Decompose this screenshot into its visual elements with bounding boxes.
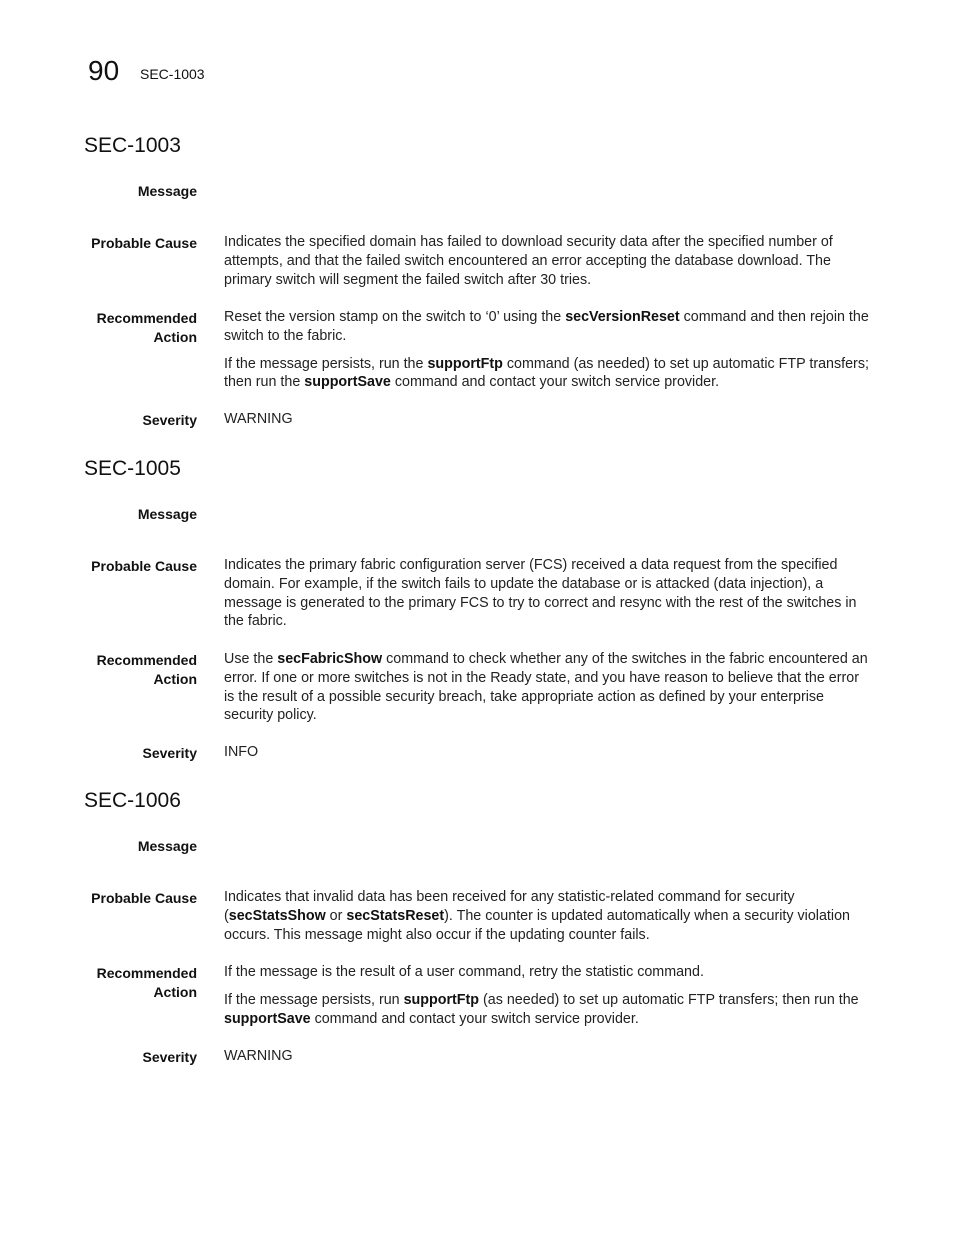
action-paragraph: Reset the version stamp on the switch to ‘0’ using the secVersionReset command and then rejoin the switch to the fabric. [224,309,869,344]
command-name: secFabricShow [277,651,383,667]
message-label: Message [137,183,197,199]
action-paragraph: If the message persists, run the supportFtp command (as needed) to set up automatic FTP transfers; then run the supportSave command and contact your switch service provider. [224,355,869,391]
command-name: secVersionReset [565,309,680,325]
section-title: SEC-1006 [84,789,181,812]
page-number: 90 [88,55,120,86]
recommended-action-label: Recommended Action [96,310,197,345]
probable-cause-label: Probable Cause [91,890,197,906]
command-name: secStatsShow [228,907,326,924]
probable-cause-label: Probable Cause [91,558,197,574]
severity-label: Severity [142,745,197,761]
message-label: Message [137,838,197,854]
probable-cause-text: Indicates that invalid data has been received for any statistic-related command for security (secStatsShow or secStatsReset). The counter is updated automatically when a security violation occurs. This message might also occur if the updating counter fails. [224,889,850,943]
command-name: supportFtp [403,991,480,1008]
recommended-action-text [224,650,869,734]
probable-cause-label: Probable Cause [91,235,197,251]
running-title: SEC-1003 [140,66,205,82]
command-name: secStatsReset [346,907,445,924]
severity-label: Severity [142,412,197,428]
command-name: supportFtp [427,355,503,372]
severity-value: WARNING [224,1048,293,1064]
command-name: supportSave [224,1010,311,1027]
severity-label: Severity [142,1049,197,1065]
recommended-action-label: Recommended Action [96,652,197,687]
action-paragraph: Use the secFabricShow command to check whether any of the switches in the fabric encountered an error. If one or more switches is not in the Ready state, and you have reason to believe that the error is the result of a possible security breach, take appropriate action as defined by your enterprise security policy. [224,651,868,724]
recommended-action-label: Recommended Action [96,965,197,1000]
recommended-action-text [224,308,869,401]
severity-value: WARNING [224,411,293,427]
command-name: supportSave [304,374,391,391]
section-title: SEC-1003 [84,134,181,157]
recommended-action-text [224,963,869,1037]
message-label: Message [137,506,197,522]
severity-value: INFO [224,744,259,760]
probable-cause-text: Indicates the specified domain has failed to download security data after the specified number of attempts, and that the failed switch encountered an error accepting the database download. The primary switch will segment the failed switch after 30 tries. [224,234,833,288]
section-title: SEC-1005 [84,457,181,480]
action-paragraph: If the message is the result of a user command, retry the statistic command. [224,964,704,980]
probable-cause-text: Indicates the primary fabric configuration server (FCS) received a data request from the specified domain. For example, if the switch fails to update the database or is attacked (data injection), a message is generated to the primary FCS to try to correct and resync with the rest of the switches in the fabric. [224,557,857,630]
action-paragraph: If the message persists, run supportFtp (as needed) to set up automatic FTP transfers; then run the supportSave command and contact your switch service provider. [224,991,859,1027]
